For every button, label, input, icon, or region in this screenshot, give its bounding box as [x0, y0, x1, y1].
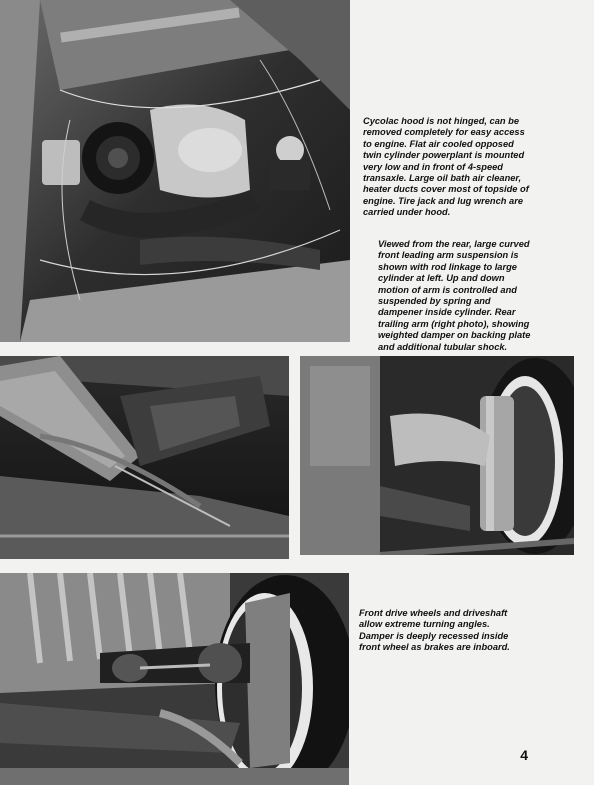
front-suspension-photo [0, 356, 289, 559]
page-number: 4 [520, 747, 528, 763]
drive-caption: Front drive wheels and driveshaft allow extreme turning angles. Damper is deeply recessed inside front wheel as brakes are inboard. [359, 608, 510, 653]
front-drive-wheel-photo [0, 573, 349, 785]
rear-trailing-arm-photo [300, 356, 574, 555]
suspension-caption: Viewed from the rear, large curved front leading arm suspension is shown with rod linkage to large cylinder at left. Up and down motion of arm is controlled and suspended by spring and dampener inside cylinder. Rear trailing arm (right photo), showing weighted damper on backing plate and additional tubular shock. [378, 239, 531, 352]
engine-bay-photo [0, 0, 350, 342]
engine-caption: Cycolac hood is not hinged, can be removed completely for easy access to engine. Flat air cooled opposed twin cylinder powerplant is mounted very low and in front of 4-speed transaxle. Large oil bath air cleaner, heater ducts cover most of topside of engine. Tire jack and lug wrench are carried under hood. [363, 116, 529, 218]
